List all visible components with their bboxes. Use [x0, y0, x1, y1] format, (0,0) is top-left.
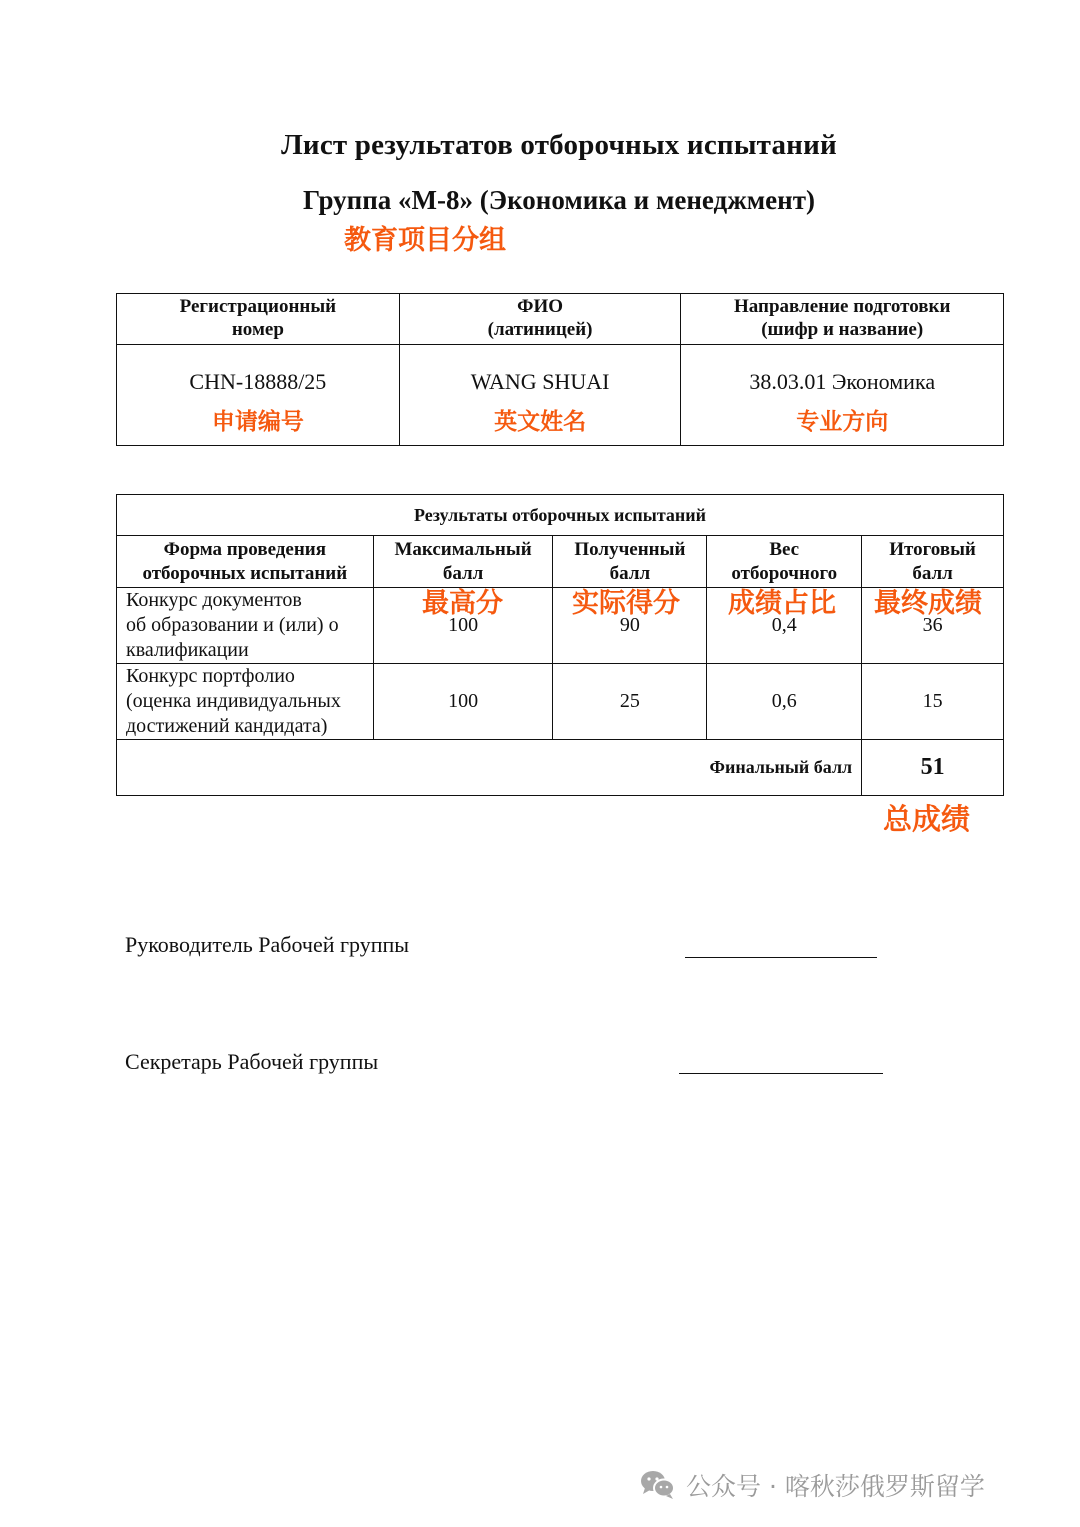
- watermark: [640, 1467, 985, 1503]
- final-score-label: Финальный балл: [117, 740, 862, 796]
- results-table: [116, 494, 1004, 796]
- final-score-value: 51: [862, 740, 1004, 796]
- results-caption: Результаты отборочных испытаний: [117, 495, 1004, 536]
- max-score: 100: [373, 664, 553, 740]
- signature-head-line: [685, 957, 877, 958]
- study-direction-note-cn: 专业方向: [796, 409, 889, 435]
- signature-secretary-label: Секретарь Рабочей группы: [125, 1049, 379, 1074]
- header-total-score: Итоговый балл: [862, 536, 1004, 588]
- header-received-score: Полученный балл: [553, 536, 707, 588]
- signature-head-label: Руководитель Рабочей группы: [125, 932, 410, 957]
- full-name: WANG SHUAI: [470, 369, 610, 394]
- weight: 0,4: [707, 588, 862, 664]
- header-registration-number: Регистрационный номер: [117, 294, 400, 345]
- received-score: 90: [553, 588, 707, 664]
- header-max-score: Максимальный балл: [373, 536, 553, 588]
- exam-form: Конкурс документов об образовании и (или) о квалификации: [117, 588, 374, 664]
- full-name-note-cn: 英文姓名: [494, 409, 587, 435]
- study-direction-cell: [681, 345, 1004, 446]
- header-weight: Вес отборочного: [707, 536, 862, 588]
- registration-number-note-cn: 申请编号: [211, 409, 304, 435]
- final-score-row: [117, 740, 1004, 796]
- weight-note-cn: 成绩占比: [728, 588, 836, 619]
- header-study-direction: Направление подготовки (шифр и название): [681, 294, 1004, 345]
- registration-number: CHN-18888/25: [189, 369, 327, 394]
- signature-secretary-line: [679, 1073, 883, 1074]
- results-header-row: [117, 536, 1004, 588]
- table-row: [117, 664, 1004, 740]
- full-name-cell: [399, 345, 681, 446]
- document-title: Лист результатов отборочных испытаний: [281, 129, 837, 161]
- total-score-note-cn: 最终成绩: [874, 588, 982, 619]
- final-score-note-cn: 总成绩: [883, 802, 971, 836]
- watermark-text: 公众号 · 喀秋莎俄罗斯留学: [686, 1472, 985, 1501]
- max-score-note-cn: 最高分: [422, 588, 503, 619]
- max-score: 100: [373, 588, 553, 664]
- group-subtitle: Группа «М-8» (Экономика и менеджмент): [303, 185, 815, 215]
- applicant-header-row: [117, 294, 1004, 345]
- header-full-name: ФИО (латиницей): [399, 294, 681, 345]
- exam-form: Конкурс портфолио (оценка индивидуальных достижений кандидата): [117, 664, 374, 740]
- total-score: 36: [862, 588, 1004, 664]
- registration-number-cell: [117, 345, 400, 446]
- wechat-icon: [640, 1469, 676, 1501]
- study-direction: 38.03.01 Экономика: [749, 369, 936, 394]
- table-row: [117, 588, 1004, 664]
- received-score-note-cn: 实际得分: [572, 588, 680, 619]
- applicant-value-row: [117, 345, 1004, 446]
- group-note-cn: 教育项目分组: [344, 225, 506, 256]
- weight: 0,6: [707, 664, 862, 740]
- total-score: 15: [862, 664, 1004, 740]
- applicant-table: [116, 293, 1004, 446]
- received-score: 25: [553, 664, 707, 740]
- header-exam-form: Форма проведения отборочных испытаний: [117, 536, 374, 588]
